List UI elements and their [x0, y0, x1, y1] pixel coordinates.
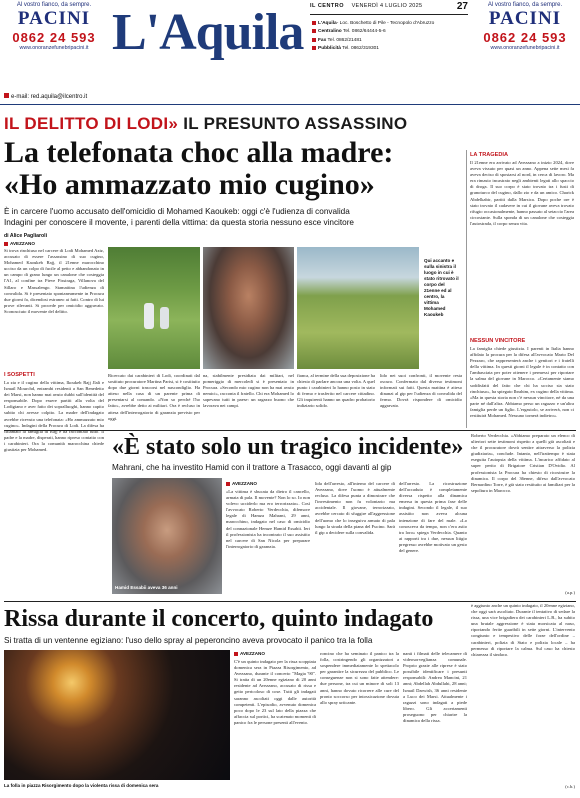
contact-row: Fax Tel. 0862/21481 [312, 37, 472, 45]
sospetti-title: I SOSPETTI [4, 372, 35, 378]
story3-col4: è aggiunto anche un quinto indagato, il 20enne egiziano, che oggi sarà ascoltato. Durante il tentativo di sedare la rissa, una vice brigadiera dei carabinieri L.B., ha subito una brutale aggressione è stata morsicata al naso, riportando ferite guaribili in sette giorni. L'intervento congiunto e tempestivo delle forze dell'ordine – carabinieri, polizia di Stato e polizia locale – ha permesso di riportare la calma. Sul caso ha chiesto chiarezza il sindaco. [471, 603, 575, 657]
ad-brand: PACINI [488, 8, 562, 29]
story1-col2: Ricercato dai carabinieri di Lodi, coordinati dal sostituto procuratore Martina Parisi, si è costituito dopo due giorni trascorsi nel nascondiglio. Ha atteso nella casa di un parente prima di presentarsi al comando. «Non so perché l'ho fatto», avrebbe detto ai militari. Ora è recluso in attesa dell'interrogatorio di garanzia previsto per oggi. [108, 373, 200, 421]
ad-left [4, 2, 104, 51]
email-icon [4, 93, 9, 98]
kicker-black: IL PRESUNTO ASSASSINO [183, 114, 408, 133]
subhead-2: Indagini per conoscere il movente, i parenti della vittima: da questa storia nessuno esce vincitore [4, 218, 354, 227]
masthead-title: L'Aquila [112, 4, 304, 61]
story2-headline: «È stato solo un tragico incidente» [112, 434, 464, 460]
sidebar-text-tragedia: Il 21enne era arrivato ad Avezzano a inizio 2024, dove aveva vissuto per quasi un anno. Appena sette mesi fa aveva deciso di spostarsi al nord, in cerca di lavoro. Ma era rimasto incastrato negli ambienti legati allo spaccio di droga. Il suo corpo è stato trovato tra i fusti di granoturco del cugino, dallo zio e da un amico. Charick Abdelkabir, partiti dalla Marsica. Dopo poche ore è stato trovato il cadavere in cui il giovane aveva trovato rifugio occasionalmente, hanno passato al setaccio l'area circostante. Sulla sponda di un canalone che costeggia l'autostrada, il corpo senza vita. [470, 160, 574, 226]
contact-row: Pubblicità Tel. 0862/319301 [312, 45, 472, 53]
ad-right [474, 2, 576, 51]
story2-col3: dell'arresto. La ricostruzione dell'accaduto è completamente diversa rispetto alla dinamica emersa in questa prima fase delle indagini. Secondo il legale, il suo assistito non aveva alcuna intenzione di fare del male. «Lo conosceva da tempo, non c'era astio tra loro» spiega Verdecchia. Quanto ai rapporti tra i due, nessun litigio pregresso avrebbe motivato un gesto del genere. [399, 481, 467, 554]
story1-col3: na, stabilmente presidiata dai militari, nel pomeriggio di mercoledì si è presentato in Procura. «Secondo mio cugino non ha mai avuto nemici», racconta il fratello. Chi era Mohamed lo sapevano tutti in paese: un ragazzo buono che lavorava nei campi. [203, 373, 294, 409]
hamid-caption: Hamid Essabii aveva 36 anni [115, 585, 178, 590]
story3-col2: roncino che ha seminato il panico tra la folla, costringendo gli organizzatori a sospendere immediatamente lo spettacolo per garantire la sicurezza del pubblico. Le conseguenze non si sono fatte attendere: due persone, tra cui un minore di soli 13 anni, hanno dovuto ricorrere alle cure del pronto soccorso per intossicazione dovuta allo spray urticante. [320, 651, 399, 705]
story2-col4: Roberto Verdecchia. «Abbiamo preparato un elenco di ulteriori sette testimoni rispetto a quelli già ascoltati e che il procuratore dovrà sentire attraverso la polizia giudiziaria», conclude. Intanto, nell'trattempo è stata eseguita l'autopsia della vittima. L'incarico affidato al super perito di Brigatore Cristian D'Ovidio. Al professionista la Procura ha chiesto di ricostruire la dinamica. Il corpo del 36enne, difeso dall'avvocato Bernardino Torre, è già stato restituito ai familiari per la sepoltura in Marocco. [471, 433, 575, 493]
email-text: e-mail: red.aquila@ilcentro.it [11, 94, 88, 100]
byline: di Alice Pagliaroli [4, 233, 48, 239]
page-number: 27 [456, 1, 468, 12]
story1-col4: fianca, al termine della sua deposizione ha chiesto di parlare ancora una volta. A quel punto i carabinieri lo hanno posto in stato di fermo e trasferito nel carcere cittadino. Gli inquirenti hanno un quadro probatorio indiziario solido. [297, 373, 375, 409]
ad-tagline: Al vostro fianco, da sempre. [487, 2, 563, 8]
kicker-red: IL DELITTO DI LODI [4, 114, 169, 133]
crime-scene-photo [108, 247, 200, 369]
victim-photo [203, 247, 294, 369]
section-divider [4, 601, 576, 602]
kicker-separator: » [168, 114, 179, 133]
sidebar-rule [466, 150, 467, 428]
concert-crowd-photo [4, 650, 230, 780]
contact-row: L'Aquila- Loc. Boschetto di Pile - Tecnopolo d'Abruzzo [312, 20, 472, 28]
ad-phone: 0862 24 593 [12, 30, 96, 45]
concert-caption: La folla in piazza Risorgimento dopo la violenta rissa di domenica sera [4, 783, 159, 788]
story2-col2: lida dell'arresto, all'interno del carcere di Avezzano, dove l'uomo è attualmente recluso. La difesa punta a dimostrare che l'investimento non fu volontario ma accidentale. Il giovane, terrorizzato, avrebbe cercato di sfuggire all'aggressione dell'uomo che lo inseguiva armato di pala lungo la strada della piana del Fucino. Sarà il gip a decidere sulla convalida. [315, 481, 395, 535]
ad-website: www.onoranzefunebripacini.it [490, 45, 560, 51]
contact-row: Centralino Tel. 0862/64444-5-6 [312, 28, 472, 36]
issue-date: VENERDÌ 4 LUGLIO 2025 [351, 3, 423, 9]
headline-1: La telefonata choc alla madre: [4, 136, 394, 169]
kicker [4, 114, 407, 134]
headline-2: «Ho ammazzato mio cugino» [4, 168, 375, 201]
ad-tagline: Al vostro fianco, da sempre. [16, 2, 92, 8]
story2-signoff: (a.p.) [565, 590, 575, 595]
story3-subhead: Si tratta di un ventenne egiziano: l'uso dello spray al peperoncino aveva provocato il panico tra la folla [4, 636, 373, 645]
field-photo [297, 247, 419, 369]
email-line [4, 93, 87, 100]
top-bar [310, 3, 468, 15]
investigator-figure [144, 303, 154, 329]
section-divider [4, 430, 576, 431]
photo-caption: Qui accanto e sulla sinistra il luogo in cui è stato ritrovato il corpo del 21enne ed al centro, la vittima Mohamed Kaoukeb [424, 258, 459, 317]
ad-phone: 0862 24 593 [483, 30, 567, 45]
sidebar-text-vincitore: La famiglia chiede giustizia. I parenti in Italia hanno affidato la procura per la difesa all'avvocato Mario Del Pezzaro, che rappresenterà anche i genitori e i fratelli della vittima. In questi giorni il legale è in contatto con l'ambasciata per poter ottenere i permessi per riportare la salma del giovane in Marocco. «Certamente siamo soddisfatti del fatto che chi ha ucciso sia stato rinchiuso», ha spiegato Ibrahim, ex cugino della vittima. «Ma in questa storia non c'è nessun vincitore, né da una parte né dall'altra. Abbiamo perso un ragazzo e un'altra famiglia perde un figlio. L'ergastolo, se arriverà, non ci restituirà Mohamed. Nessuno tornerà indietro». [470, 346, 574, 419]
story2-col1: «La vittima è sbucata da dietro il cancello, armata di pala. Il movente? Non lo so. Io non volevo ucciderlo ma ero terrorizzato». Così l'avvocato Roberto Verdecchia, difensore legale di Hamza Mahrani, 29 anni, marocchino, indagato nel caso di omicidio del connazionale Hemze Hamid Essabii. Ieri il professionista ha incontrato il suo assistito nel carcere di San Nicola per preparare l'interrogatorio di garanzia. [226, 489, 310, 549]
subhead-1: È in carcere l'uomo accusato dell'omicidio di Mohamed Kaoukeb: oggi c'è l'udienza di convalida [4, 207, 350, 216]
header-divider [0, 104, 580, 105]
story2-location: AVEZZANO [226, 481, 257, 486]
story3-headline: Rissa durante il concerto, quinto indagato [4, 606, 434, 632]
ad-website: www.onoranzefunebripacini.it [19, 45, 89, 51]
hamid-photo [112, 478, 222, 594]
story3-signoff: (c.b.) [565, 784, 575, 789]
contacts-block [312, 20, 472, 54]
story3-col1: C'è un quinto indagato per la rissa scoppiata domenica sera in Piazza Risorgimento, ad Avezzano, durante il concerto "Magia '90". Si tratta di un 20enne egiziano di 20 anni residente ad Avezzano, accusato di rissa e getto pericoloso di cose. Tutti gli indagati saranno ascoltati oggi dalle autorità competenti. L'episodio, avvenuto domenica poco dopo le 23 sul lato della piazza che affaccia sul portici, ha scatenato momenti di panico fra le persone presenti all'evento. [234, 659, 316, 725]
story2-subhead: Mahrani, che ha investito Hamid con il trattore a Trasacco, oggi davanti al gip [112, 463, 392, 472]
story3-location: AVEZZANO [234, 651, 265, 656]
investigator-figure [160, 307, 169, 329]
paper-name: IL CENTRO [310, 3, 345, 9]
story1-col1: Si trova rinchiuso nel carcere di Lodi Mohamed Aziz, accusato di essere l'assassino di suo cugino, Mohamed Kaoukeb Rajj, il 21enne marocchino ucciso da un colpo di fucile al petto e abbandonato in un campo di grano lungo un canalone che costeggia l'A1, al confine tra Pieve Fissiraga, Villanova del Sillaro e Massalengo. Stamattina l'udienza di convalida. Si è presentato spontaneamente in Procura due giorni fa, dicendosi estraneo ai fatti. Contro di lui prove rilevanti. Si procede per omicidio aggravato. Sconosciuto il movente del delitto. [4, 248, 104, 314]
sidebar-title-tragedia: LA TRAGEDIA [470, 152, 509, 158]
location-tag: AVEZZANO [4, 241, 35, 246]
story3-col3: nanti i filmati delle telecamere di videosorveglianza comunale. Proprio grazie alle riprese è stato possibile identificare i presunti responsabili: Andrea Mancini, 21 anni; Abdellah Abdullahi, 28 anni; Ismail Darwish, 36 anni residente a Luco dei Marsi. Attualmente i ragazzi sono indagati a piede libero. Gli accertamenti proseguono per chiarire la dinamica della rissa. [403, 651, 467, 724]
ad-brand: PACINI [17, 8, 91, 29]
story1-col5: lido nei suoi confronti, il movente resta oscuro. Confermato dal diverso testimoni informati sui fatti. Questa mattina è atteso dinanzi al gip per l'udienza di convalida del fermo. Dovrà rispondere di omicidio aggravato. [380, 373, 462, 409]
sidebar-title-vincitore: NESSUN VINCITORE [470, 338, 526, 344]
sospetti-text: La zia e il cugino della vittima, Ikoukeb Rajj Jlali e Ismail Mourchd, entrambi residenti a San Benedetto dei Marsi, non hanno mai avuto dubbi sull'identità del responsabile. Dopo essere partiti alla volta del Lodigiano e aver fatto dei sopralluoghi, hanno capito subito chi avesse colpito. La madre dell'indagato avrebbe ricevuto una telefonata: «Ho ammazzato mio cugino». Indagini della Procura di Lodi. La difesa ha chiamato la famiglia di Rajj e ha raccontato tutto. Il padre e la madre, disperati, hanno ripreso contatto con i carabinieri. Ora la comunità marocchina chiede giustizia per Mohamed. [4, 380, 104, 453]
